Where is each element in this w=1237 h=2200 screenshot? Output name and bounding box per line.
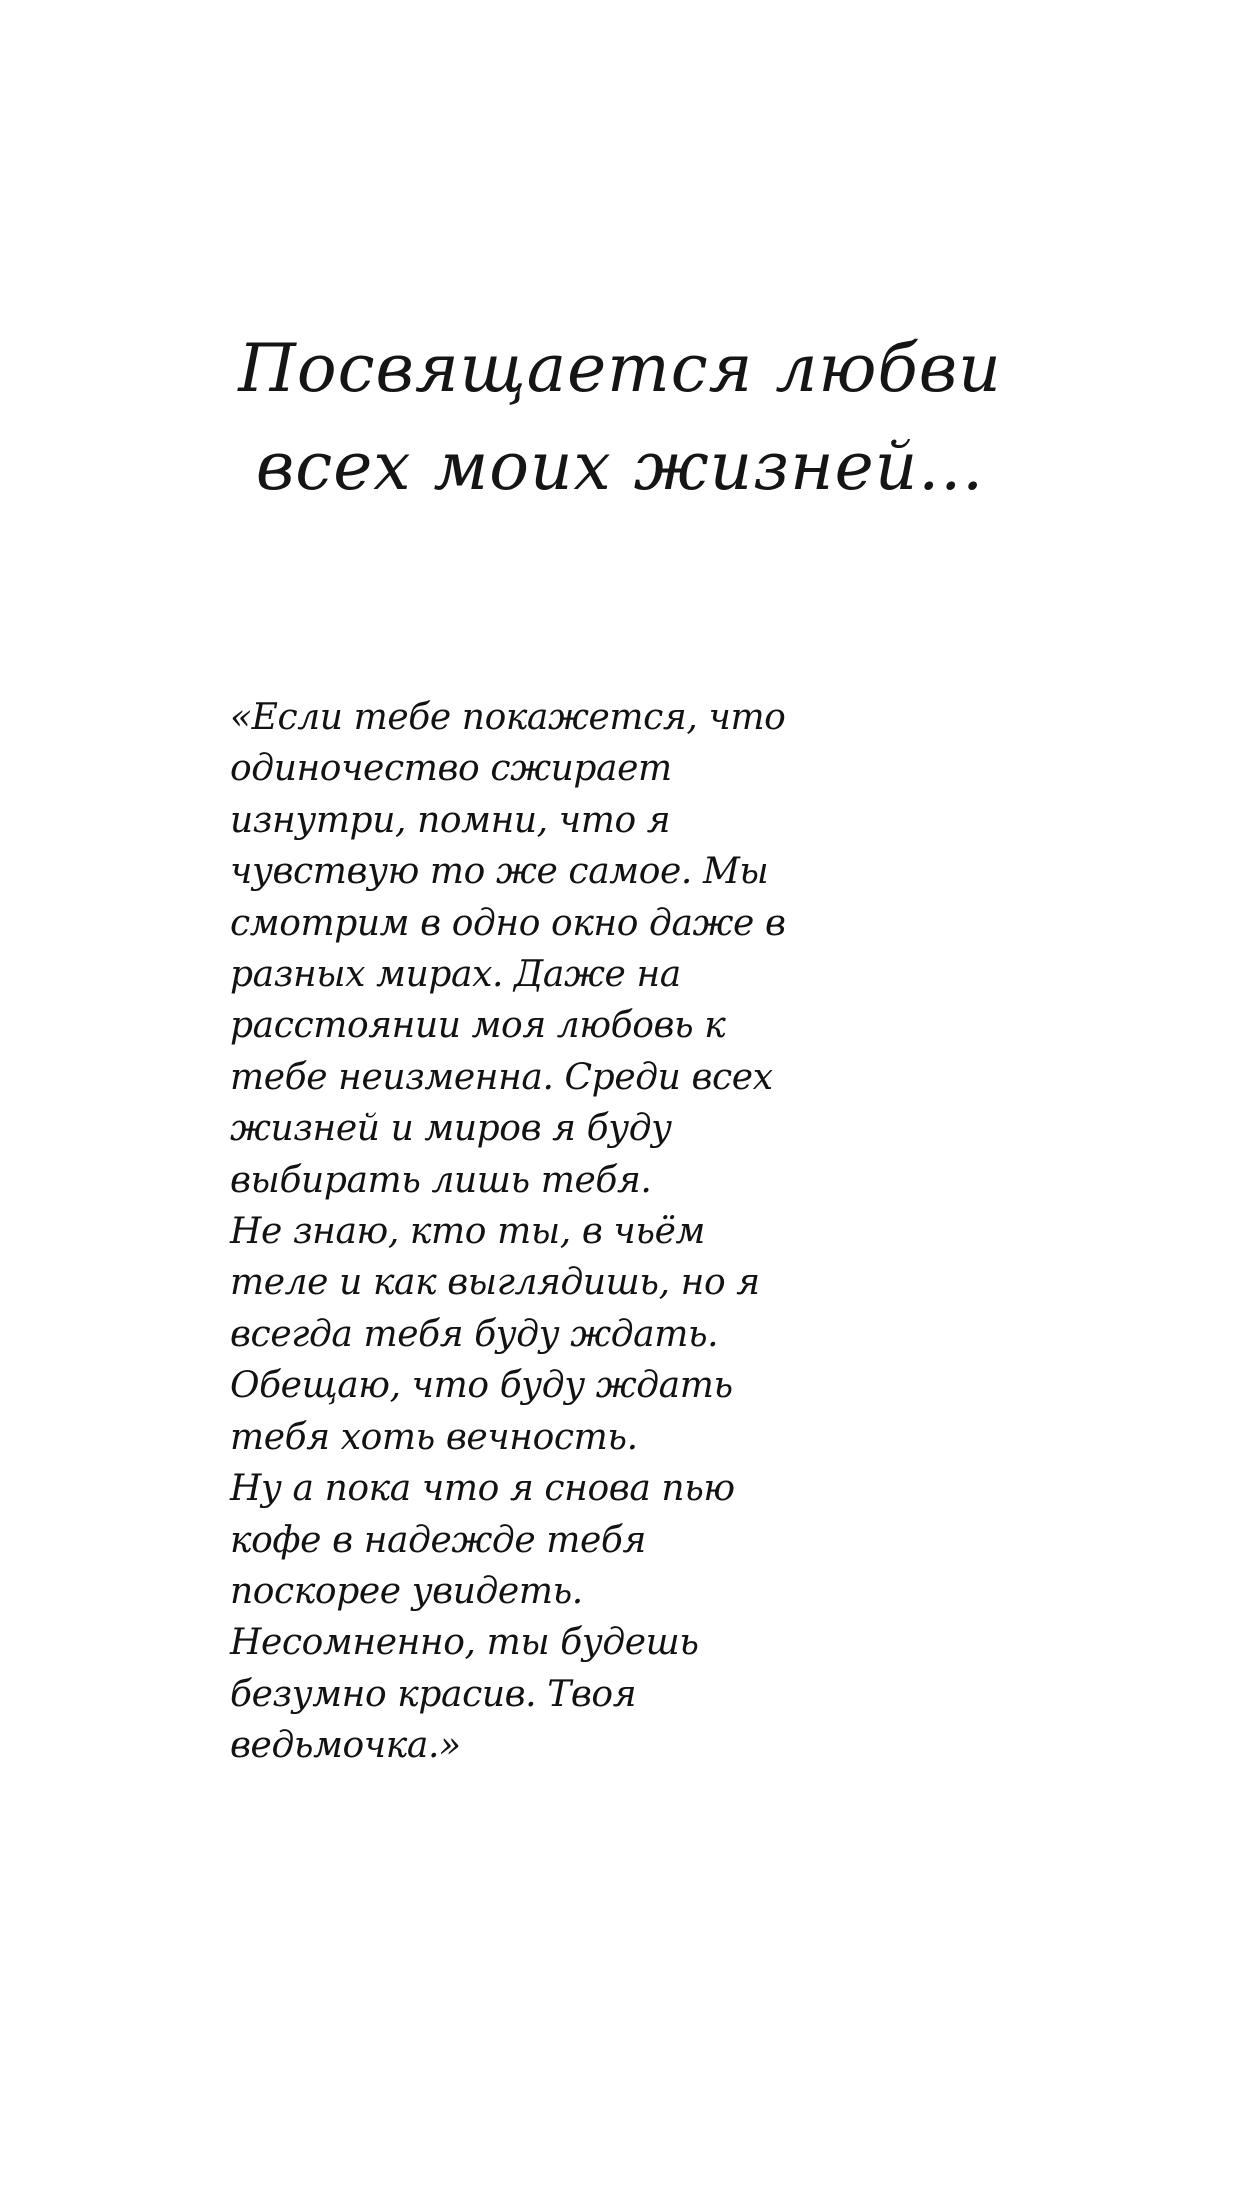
letter-text xyxy=(230,692,830,1772)
dedication-heading xyxy=(180,320,1060,516)
letter-line: чувствую то же самое. Мы xyxy=(230,851,769,893)
letter-line: всегда тебя буду ждать. xyxy=(230,1313,719,1355)
letter-line: поскорее увидеть. xyxy=(230,1570,583,1612)
letter-line: тебе неизменна. Среди всех xyxy=(230,1056,773,1098)
dedication-line: Посвящается любви xyxy=(238,330,1002,407)
letter-line: Обещаю, что буду ждать xyxy=(230,1365,733,1407)
letter-line: ведьмочка.» xyxy=(230,1725,461,1767)
letter-line: безумно красив. Твоя xyxy=(230,1673,637,1715)
letter-line: «Если тебе покажется, что xyxy=(230,697,786,738)
letter-line: разных мирах. Даже на xyxy=(230,954,681,996)
letter-line: кофе в надежде тебя xyxy=(230,1519,646,1561)
letter-line: смотрим в одно окно даже в xyxy=(230,902,786,944)
letter-line: Ну а пока что я снова пью xyxy=(230,1468,735,1510)
letter-line: выбирать лишь тебя. xyxy=(230,1159,652,1201)
letter-line: расстоянии моя любовь к xyxy=(230,1005,726,1047)
letter-line: Несомненно, ты будешь xyxy=(230,1622,699,1664)
letter-line: Не знаю, кто ты, в чьём xyxy=(230,1211,705,1253)
dedication-line: всех моих жизней... xyxy=(255,428,985,505)
letter-line: жизней и миров я буду xyxy=(230,1108,672,1150)
letter-line: одиночество сжирает xyxy=(230,748,672,790)
letter-line: тебя хоть вечность. xyxy=(230,1416,638,1458)
letter-line: теле и как выглядишь, но я xyxy=(230,1262,760,1304)
letter-line: изнутри, помни, что я xyxy=(230,799,671,841)
